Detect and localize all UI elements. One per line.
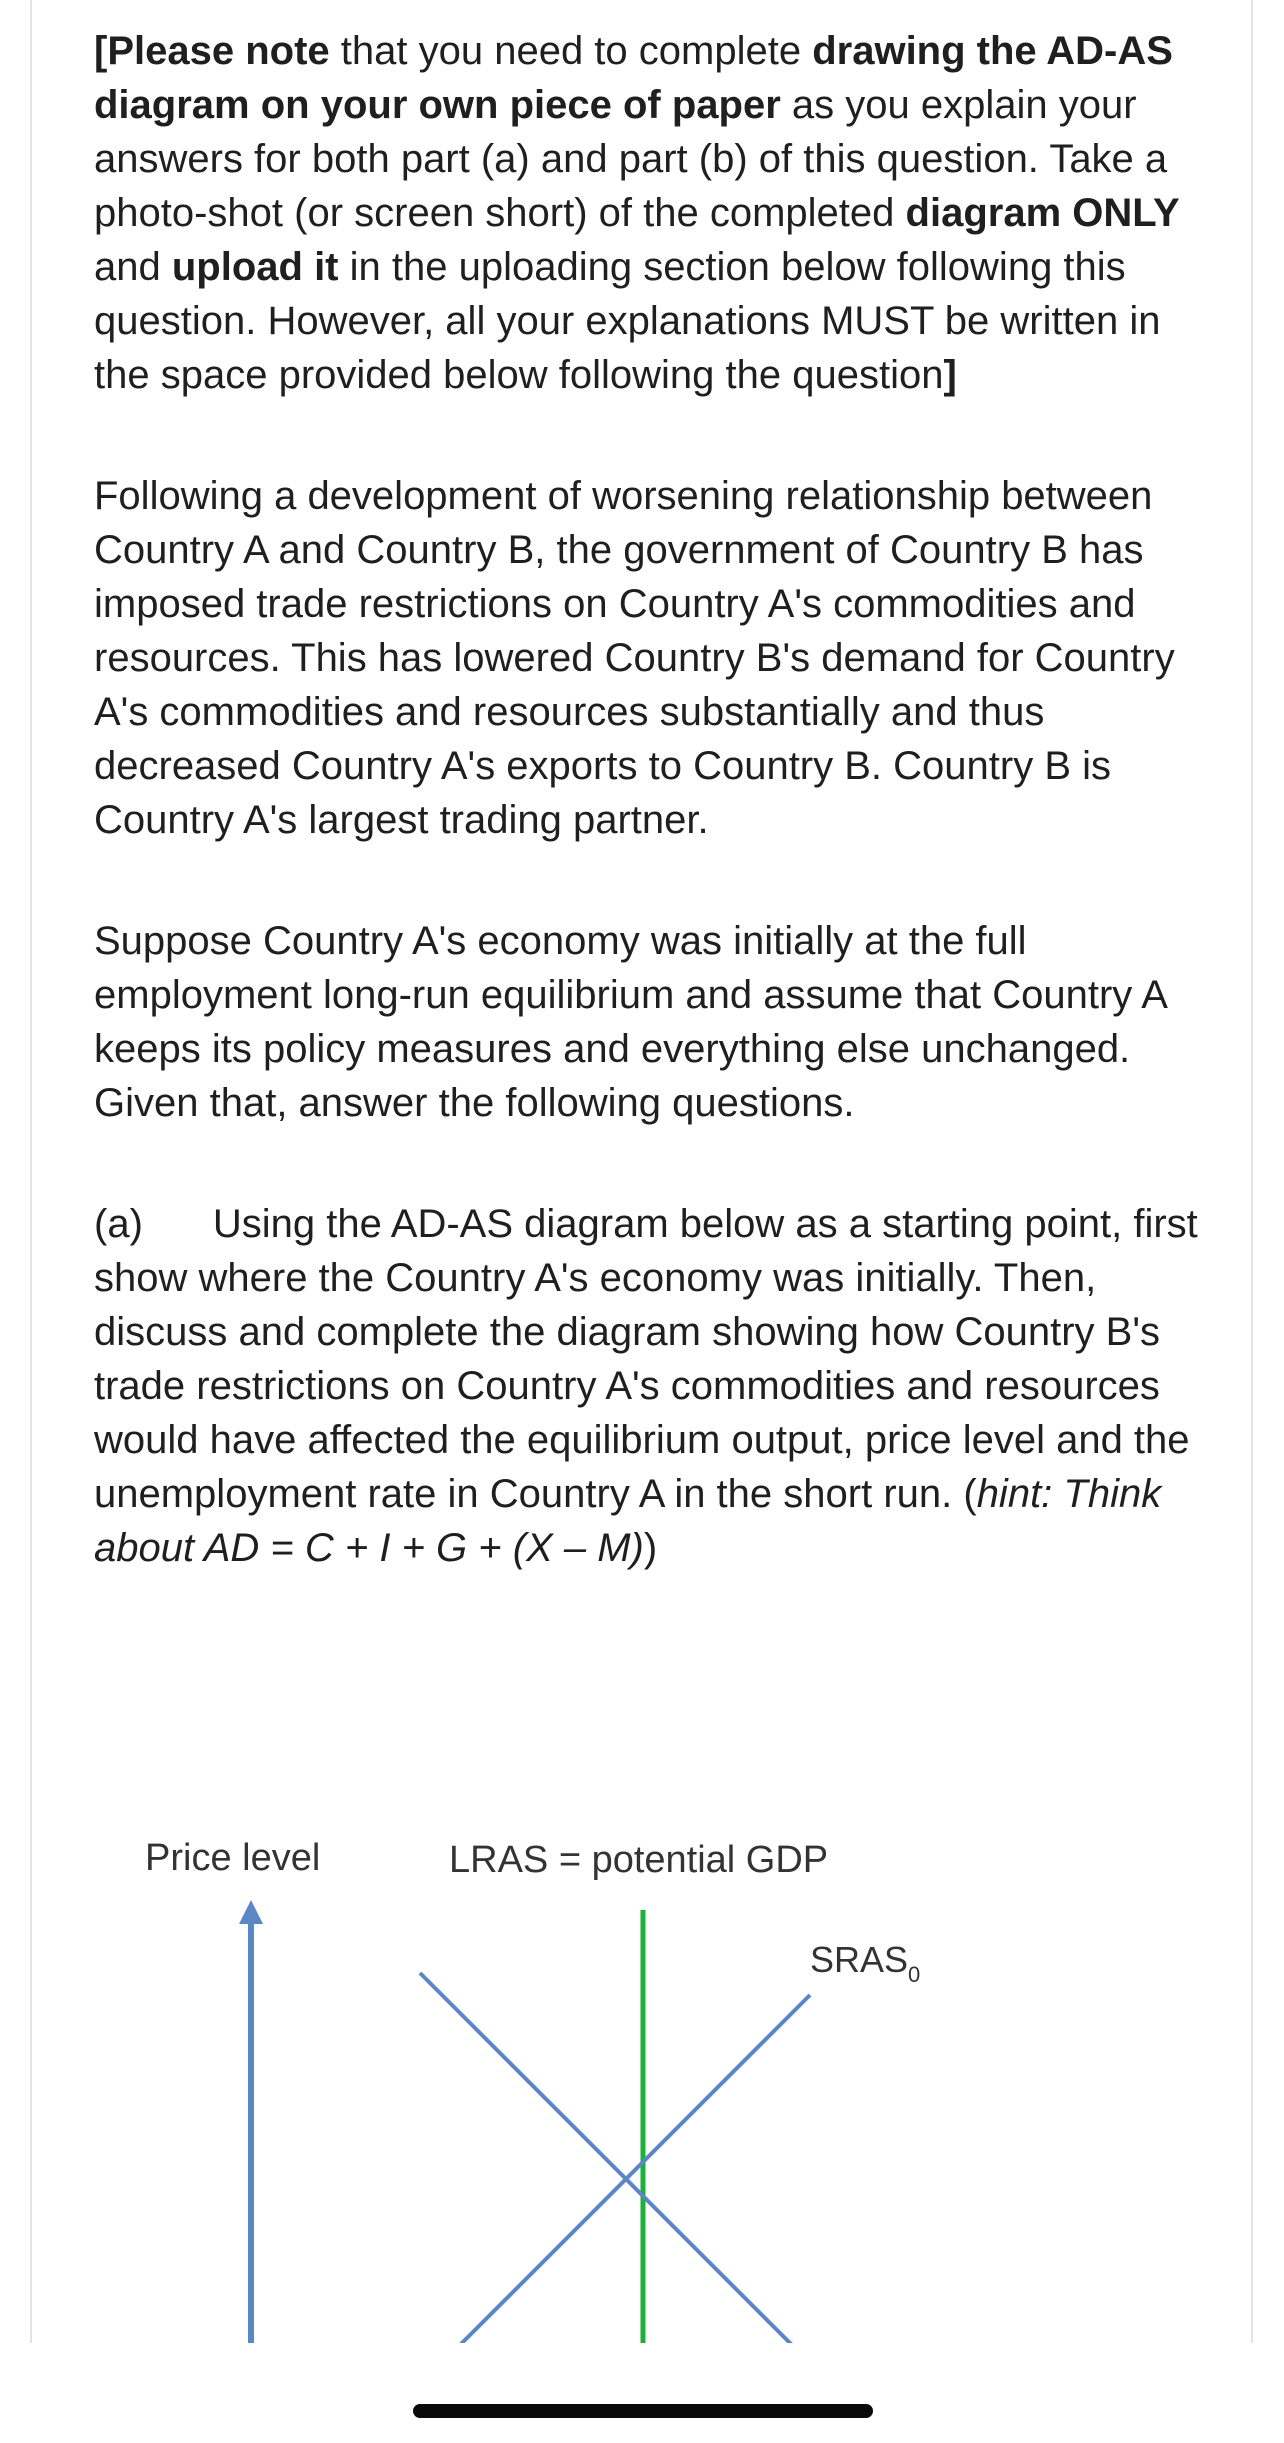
note-bold-2: drawing the AD-AS diagram on your own piece of paper <box>94 29 1173 127</box>
y-axis-label: Price level <box>145 1837 321 1879</box>
question-a-label: (a) <box>94 1202 143 1246</box>
question-a-text: Using the AD-AS diagram below as a starting point, first show where the Country A's economy was initially. Then, discuss and complete the diagram showing how Country B's trade restrictions on Country A's commodities and resources would have affected the equilibrium output, price level and the unemployment rate in Country A in the short run. ( <box>94 1202 1198 1516</box>
sras-label: $SRAS_0$ <box>810 1939 921 1987</box>
home-indicator[interactable] <box>413 2404 873 2418</box>
question-a-hint: hint: Think about AD = C + I + G + (X – M) <box>94 1472 1162 1570</box>
question-a-paragraph <box>94 1197 1204 1575</box>
question-text <box>94 24 1204 1642</box>
ad-as-diagram <box>0 1800 1284 2343</box>
ad-curve <box>420 1973 825 2343</box>
instruction-note <box>94 24 1204 402</box>
price-axis-arrow-icon <box>239 1900 263 1924</box>
note-bold-4: upload it <box>171 245 339 289</box>
ad-as-diagram-svg <box>0 1800 1284 2343</box>
note-text-2: as you explain your answers for both part (a) and part (b) of this question. Take a photo-shot (or screen short) of the completed <box>94 83 1168 235</box>
note-text-1: that you need to complete <box>329 29 813 73</box>
note-bold-1: [Please note <box>94 29 330 73</box>
lras-label: LRAS = potential GDP <box>449 1839 829 1881</box>
question-a-close: ) <box>643 1526 658 1570</box>
note-bold-5: ] <box>943 353 957 397</box>
note-bold-3: diagram ONLY <box>905 191 1180 235</box>
note-text-4: in the uploading section below following this question. However, all your explanations MUST be written in the space provided below following the question <box>94 245 1161 397</box>
note-text-3: and <box>94 245 172 289</box>
assumption-paragraph: Suppose Country A's economy was initially at the full employment long-run equilibrium and assume that Country A keeps its policy measures and everything else unchanged. Given that, answer the following questions. <box>94 919 1166 1125</box>
scenario-paragraph: Following a development of worsening relationship between Country A and Country B, the government of Country B has imposed trade restrictions on Country A's commodities and resources. This has lowered Country B's demand for Country A's commodities and resources substantially and thus decreased Country A's exports to Country B. Country B is Country A's largest trading partner. <box>94 474 1175 842</box>
sras-curve <box>443 1995 810 2343</box>
